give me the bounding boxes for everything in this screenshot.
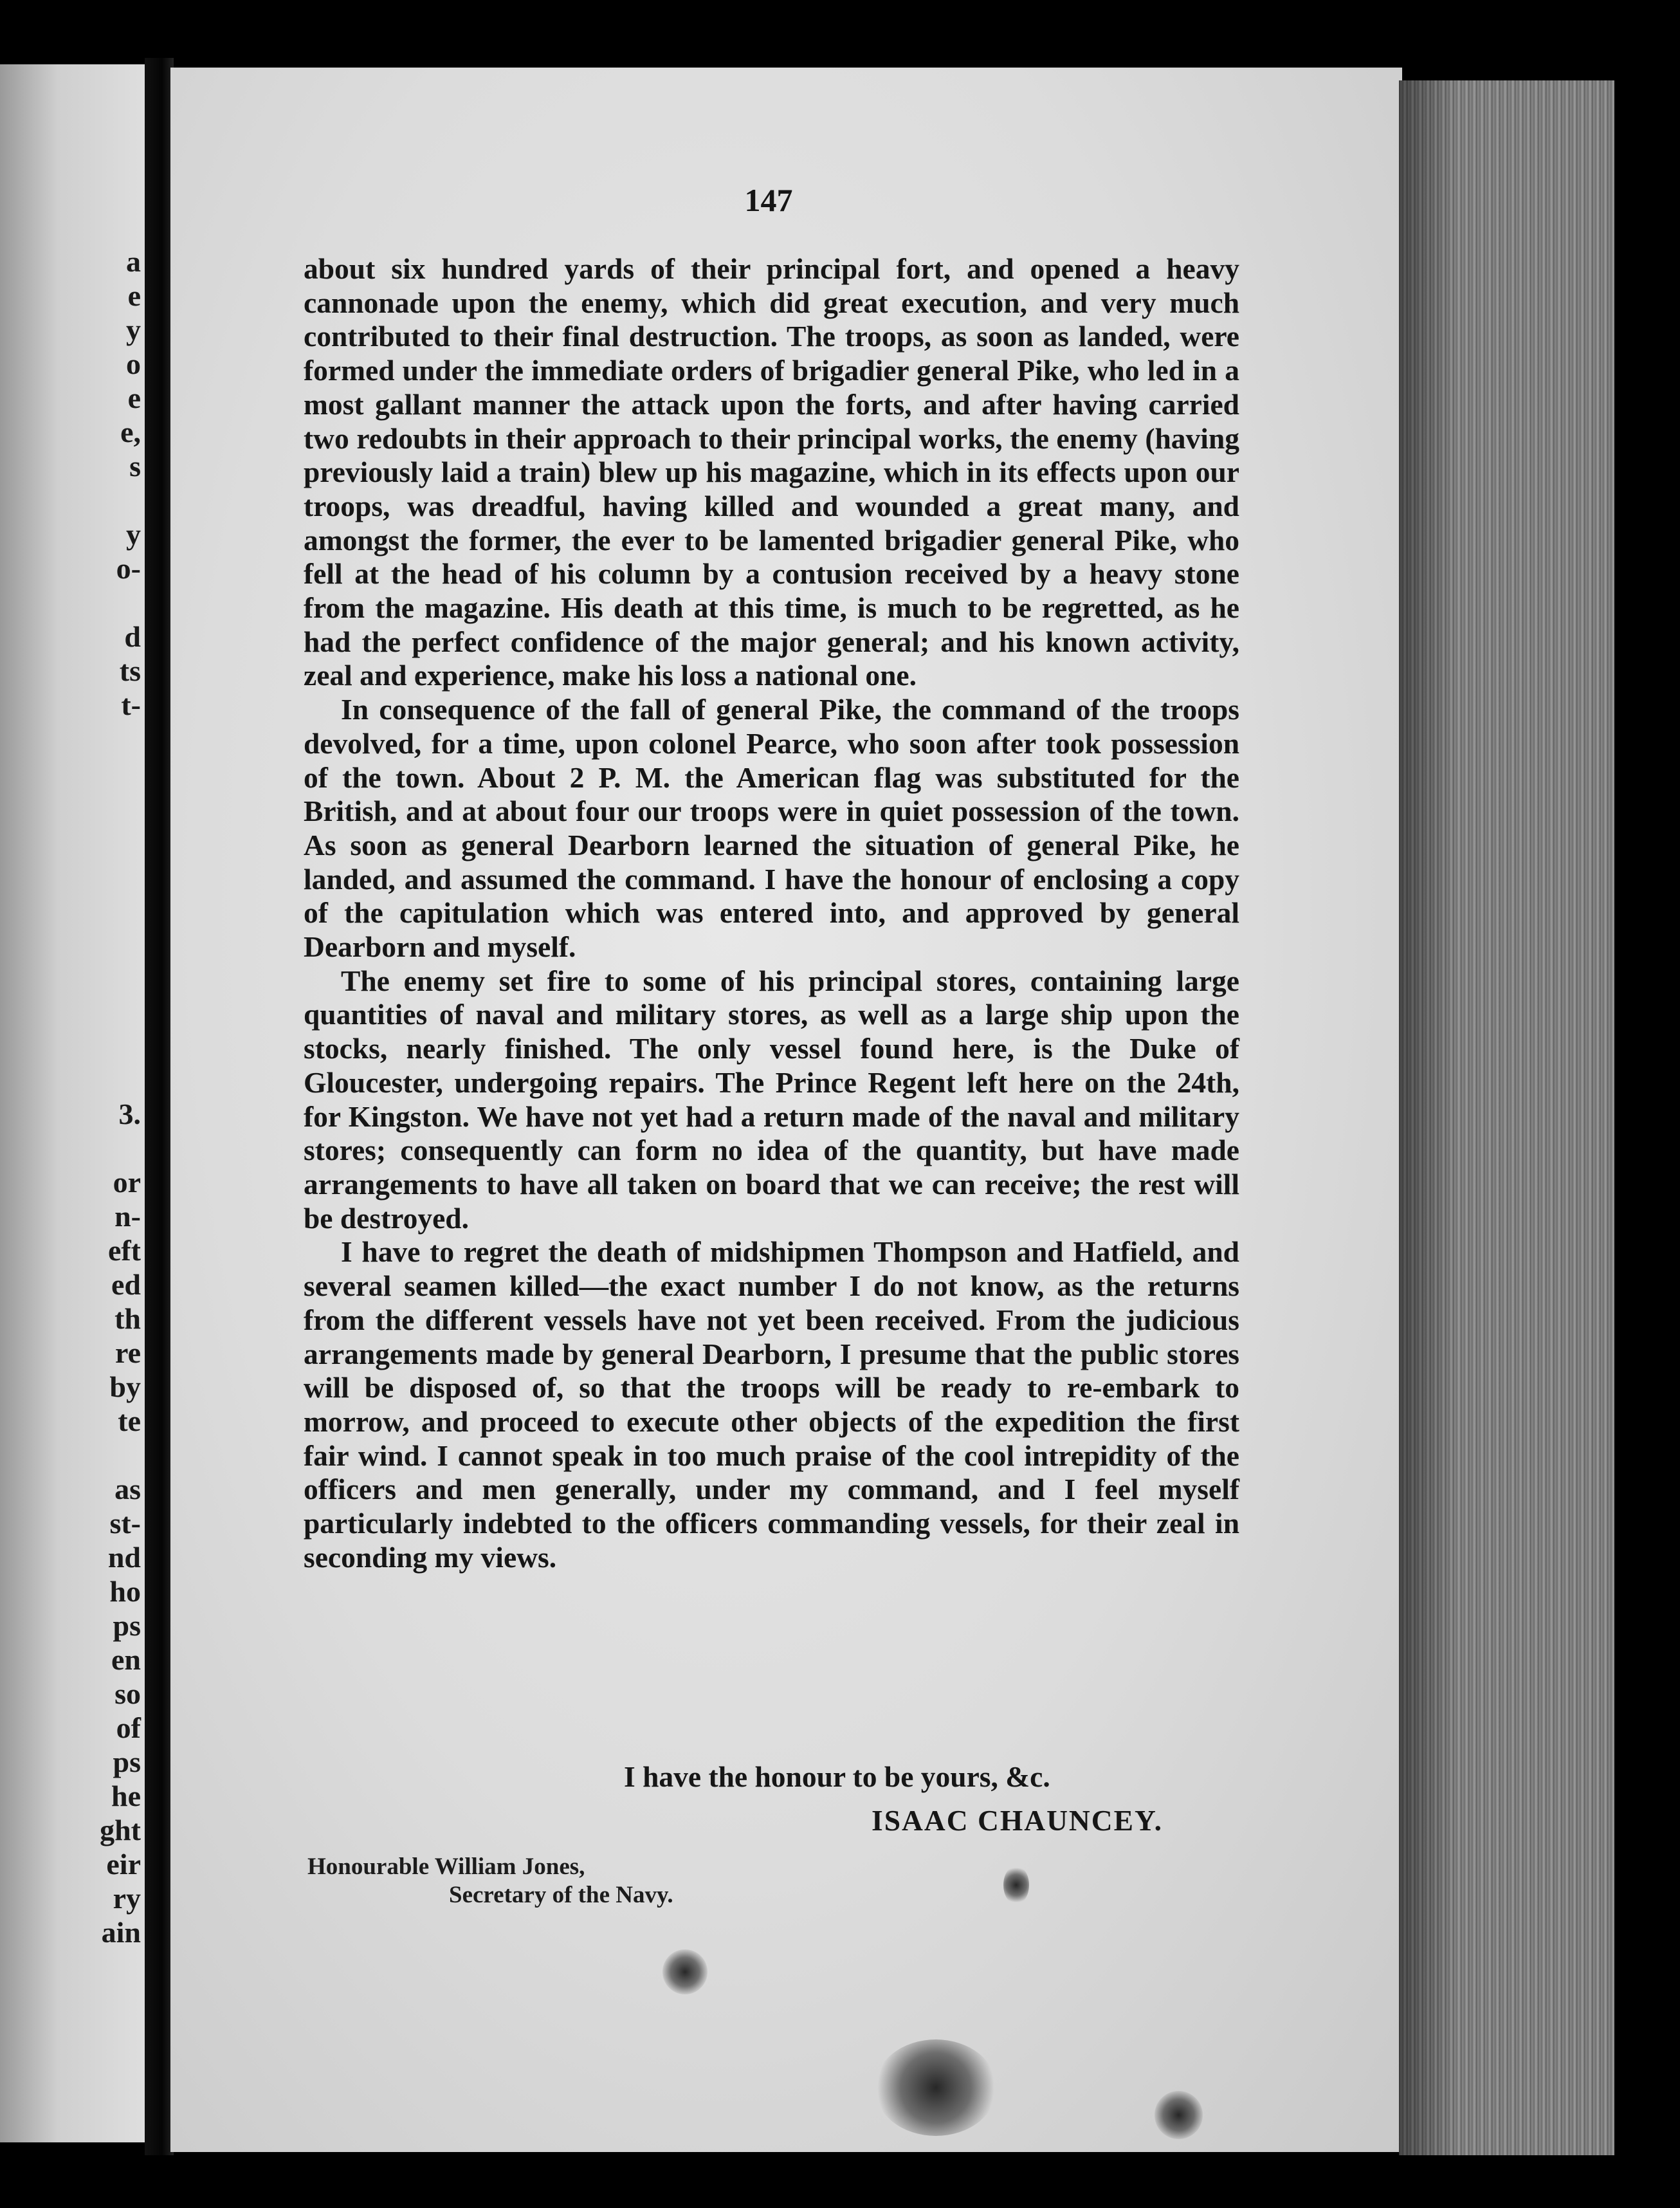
ink-stain <box>662 1949 708 1994</box>
previous-page-fragment: ps <box>113 1745 141 1778</box>
previous-page-fragment: by <box>109 1370 141 1403</box>
previous-page-fragment: he <box>111 1780 141 1812</box>
previous-page-fragment: s <box>129 450 141 483</box>
page-number: 147 <box>744 182 793 218</box>
previous-page-fragment <box>70 824 141 858</box>
addressee-name: Honourable William Jones, <box>307 1854 585 1880</box>
previous-page-fragment: d <box>124 620 141 653</box>
previous-page-fragment: so <box>114 1677 141 1710</box>
previous-page-fragment <box>70 483 141 517</box>
previous-page-fragment <box>70 1063 141 1097</box>
previous-page-fragment: n- <box>114 1200 141 1233</box>
previous-page-fragment <box>70 1131 141 1165</box>
previous-page-fragment: o <box>126 347 141 380</box>
paragraph-3: The enemy set fire to some of his principal stores, containing large quantities of naval and military stores, as well as a large ship upon the stocks, nearly finished. The only vessel found here, is the Duke of Gloucester, undergoing repairs. The Prince Regent left here on the 24th, for Kingston. We have not yet had a return made of the naval and military stores; consequently can form no idea of the quantity, but have made arrangements to have all taken on board that we can receive; the rest will be destroyed. <box>304 964 1239 1235</box>
previous-page-fragment <box>70 995 141 1029</box>
previous-page-fragment: t- <box>121 688 141 721</box>
previous-page-fragment: e, <box>120 416 141 448</box>
previous-page-fragment <box>70 858 141 892</box>
previous-page-fragment: e <box>127 279 141 312</box>
previous-page-fragment <box>70 1029 141 1063</box>
ink-stain <box>1155 2091 1203 2139</box>
addressee-title: Secretary of the Navy. <box>449 1882 673 1908</box>
previous-page-fragment: ght <box>100 1814 141 1846</box>
previous-page-fragment: ain <box>101 1916 141 1949</box>
paragraph-2: In consequence of the fall of general Pike, the command of the troops devolved, for a time, upon colonel Pearce, who soon after took possession of the town. About 2 P. M. the American flag was substituted for the British, and at about four our troops were in quiet possession of the town. As soon as general Dearborn learned the situation of general Pike, he landed, and assumed the command. I have the honour of enclosing a copy of the capitulation which was entered into, and approved by general Dearborn and myself. <box>304 693 1239 964</box>
ink-stain <box>875 2039 997 2136</box>
previous-page-fragment <box>70 961 141 995</box>
previous-page-fragment: ed <box>111 1268 141 1301</box>
previous-page-text-fragments <box>70 244 141 1949</box>
previous-page-fragment <box>70 892 141 926</box>
paragraph-1: about six hundred yards of their principal fort, and opened a heavy cannonade upon the enemy, which did great execution, and very much contributed to their final destruction. The troops, as soon as landed, were formed under the immediate orders of brigadier general Pike, who led in a most gallant manner the attack upon the forts, and after having carried two redoubts in their approach to their principal works, the enemy (having previously laid a train) blew up his magazine, which in its effects upon our troops, was dreadful, having killed and wounded a great many, and amongst the former, the ever to be lamented brigadier general Pike, who fell at the head of his column by a contusion received by a heavy stone from the magazine. His death at this time, is much to be regretted, as he had the perfect confidence of the major general; and his known activity, zeal and experience, make his loss a national one. <box>304 252 1239 692</box>
previous-page-fragment: ps <box>113 1609 141 1642</box>
previous-page-fragment: a <box>126 245 141 278</box>
previous-page-fragment: of <box>116 1711 141 1744</box>
previous-page-fragment: re <box>114 1336 141 1369</box>
previous-page-fragment: en <box>111 1643 141 1676</box>
previous-page-fragment <box>70 585 141 620</box>
closing-line: I have the honour to be yours, &c. <box>624 1760 1050 1793</box>
previous-page-fragment <box>70 1438 141 1472</box>
previous-page-fragment: o- <box>116 552 141 585</box>
previous-page-strip <box>0 64 145 2142</box>
previous-page-fragment: nd <box>107 1541 141 1574</box>
ink-stain <box>1003 1866 1029 1904</box>
addressee-block <box>307 1853 673 1909</box>
previous-page-fragment: y <box>126 313 141 346</box>
previous-page-fragment <box>70 722 141 756</box>
previous-page-fragment <box>70 926 141 961</box>
previous-page-fragment <box>70 756 141 790</box>
signature: ISAAC CHAUNCEY. <box>872 1804 1164 1837</box>
previous-page-fragment: th <box>114 1302 141 1335</box>
previous-page-fragment: as <box>114 1473 141 1505</box>
previous-page-fragment: 3. <box>118 1098 141 1130</box>
previous-page-fragment: ts <box>119 654 141 687</box>
previous-page-fragment: eft <box>107 1234 141 1267</box>
previous-page-fragment: eir <box>106 1848 141 1881</box>
paragraph-4: I have to regret the death of midshipmen Thompson and Hatfield, and several seamen killed—the exact number I do not know, as the returns from the different vessels have not yet been received. From the judicious arrangements made by general Dearborn, I presume that the public stores will be disposed of, so that the troops will be ready to re-embark to morrow, and proceed to execute other objects of the expedition the first fair wind. I cannot speak in too much praise of the cool intrepidity of the officers and men generally, under my command, and I feel myself particularly indebted to the officers commanding vessels, for their zeal in seconding my views. <box>304 1235 1239 1574</box>
previous-page-fragment: e <box>127 382 141 414</box>
previous-page-fragment <box>70 790 141 824</box>
previous-page-fragment: st- <box>109 1507 141 1540</box>
previous-page-fragment: y <box>126 518 141 551</box>
previous-page-fragment: or <box>113 1166 141 1199</box>
previous-page-fragment: te <box>118 1404 141 1437</box>
letter-body <box>304 252 1239 1574</box>
page-edges-shadow <box>1399 80 1457 2155</box>
previous-page-fragment: ry <box>113 1882 141 1915</box>
book-gutter <box>145 58 174 2155</box>
previous-page-fragment: ho <box>109 1575 141 1608</box>
